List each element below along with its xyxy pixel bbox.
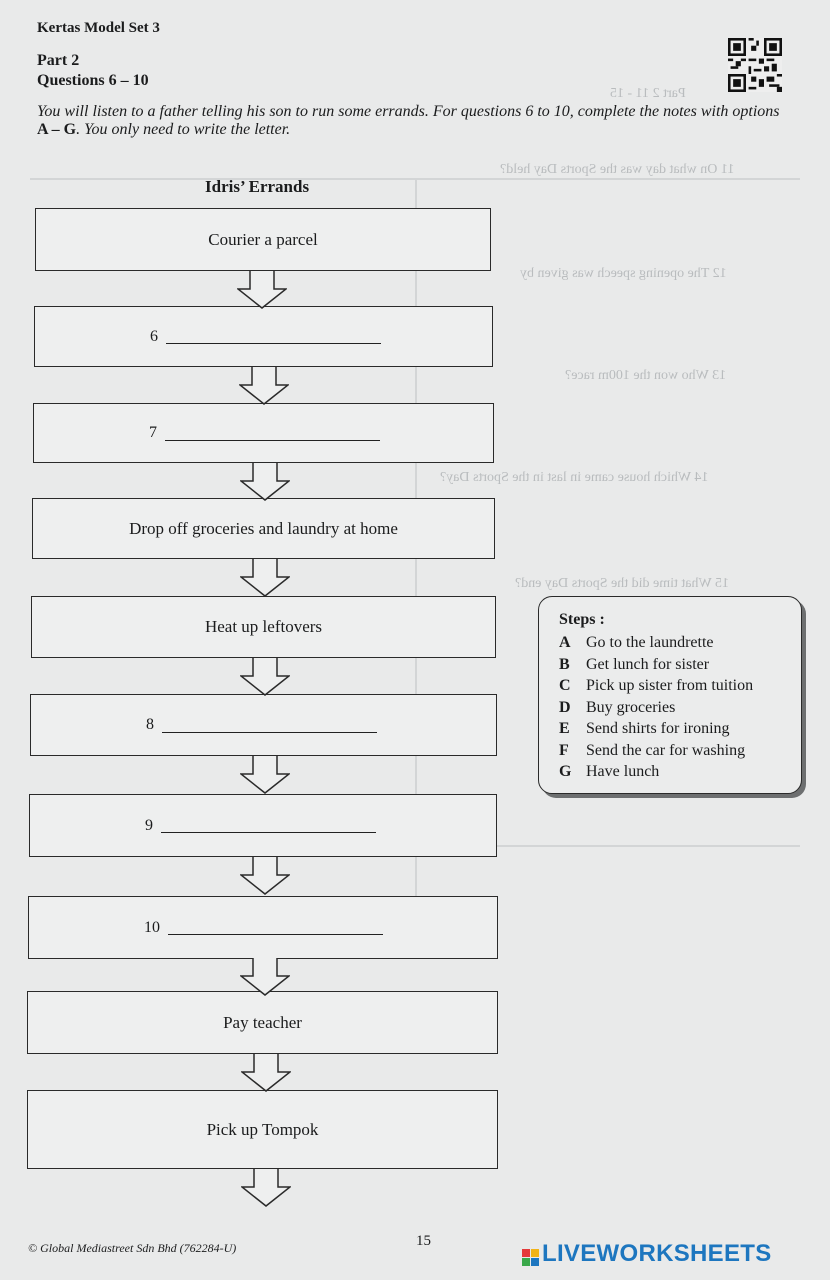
question-number: 9 bbox=[145, 816, 153, 834]
option-f bbox=[559, 740, 801, 762]
copyright-notice: © Global Mediastreet Sdn Bhd (762284-U) bbox=[28, 1241, 237, 1255]
option-letter: B bbox=[559, 655, 570, 673]
down-arrow-icon bbox=[240, 658, 290, 696]
question-box-9 bbox=[29, 794, 497, 857]
step-box-pay-teacher bbox=[27, 991, 498, 1054]
option-letter: C bbox=[559, 677, 571, 694]
bleed-text: 14 Which house came in last in the Sports Day? bbox=[440, 470, 709, 485]
option-d bbox=[559, 697, 801, 719]
step-box-pick-up bbox=[27, 1090, 498, 1169]
option-text: Go to the laundrette bbox=[586, 634, 714, 651]
option-letter: G bbox=[559, 763, 572, 780]
step-box-courier bbox=[35, 208, 491, 271]
liveworksheets-logo-icon bbox=[522, 1249, 539, 1266]
bleed-text: 11 On what day was the Sports Day held? bbox=[500, 162, 735, 177]
down-arrow-icon bbox=[240, 559, 290, 597]
down-arrow-icon bbox=[241, 1169, 291, 1207]
answer-blank-7[interactable] bbox=[165, 426, 380, 441]
step-text: Courier a parcel bbox=[208, 229, 318, 249]
down-arrow-icon bbox=[240, 756, 290, 794]
step-box-heat-up bbox=[31, 596, 496, 658]
question-box-8 bbox=[30, 694, 497, 756]
questions-label: Questions 6 – 10 bbox=[37, 72, 149, 89]
question-box-6 bbox=[34, 306, 493, 367]
liveworksheets-watermark[interactable] bbox=[522, 1240, 772, 1268]
bleed-text: Part 2 11 - 15 bbox=[610, 86, 686, 101]
bleed-text: 15 What time did the Sports Day end? bbox=[515, 576, 729, 591]
instructions bbox=[37, 103, 782, 139]
question-number: 8 bbox=[146, 716, 154, 733]
bleed-text: 13 Who won the 100m race? bbox=[565, 368, 727, 383]
options-title: Steps : bbox=[559, 611, 605, 628]
page-number: 15 bbox=[416, 1233, 431, 1249]
set-title: Kertas Model Set 3 bbox=[37, 20, 160, 36]
down-arrow-icon bbox=[240, 857, 290, 895]
option-text: Get lunch for sister bbox=[586, 655, 710, 673]
question-number: 10 bbox=[144, 918, 160, 936]
option-e bbox=[559, 718, 801, 740]
answer-blank-9[interactable] bbox=[161, 818, 376, 833]
option-letter: E bbox=[559, 720, 570, 737]
watermark-text: LIVEWORKSHEETS bbox=[542, 1240, 772, 1267]
option-text: Send the car for washing bbox=[586, 741, 746, 759]
option-letter: A bbox=[559, 634, 571, 651]
option-c bbox=[559, 675, 801, 697]
instructions-text: You will listen to a father telling his son to run some errands. For questions 6 to 10, complete the notes with options bbox=[37, 103, 780, 120]
step-text: Drop off groceries and laundry at home bbox=[129, 518, 398, 538]
down-arrow-icon bbox=[240, 958, 290, 996]
option-text: Pick up sister from tuition bbox=[586, 677, 754, 694]
option-b bbox=[559, 654, 801, 676]
option-text: Buy groceries bbox=[586, 698, 676, 716]
down-arrow-icon bbox=[240, 463, 290, 501]
question-box-7 bbox=[33, 403, 494, 463]
bleed-text: 12 The opening speech was given by bbox=[520, 266, 727, 281]
answer-blank-10[interactable] bbox=[168, 920, 383, 935]
step-text: Heat up leftovers bbox=[204, 617, 323, 636]
option-text: Have lunch bbox=[586, 763, 660, 780]
option-letter: F bbox=[559, 741, 569, 759]
answer-blank-6[interactable] bbox=[166, 329, 381, 344]
qr-code-icon bbox=[728, 38, 782, 92]
question-box-10 bbox=[28, 896, 498, 959]
part-label: Part 2 bbox=[37, 52, 80, 69]
option-text: Send shirts for ironing bbox=[586, 720, 730, 737]
options-panel bbox=[538, 596, 802, 794]
option-a bbox=[559, 632, 801, 654]
down-arrow-icon bbox=[241, 1054, 291, 1092]
step-text: Pick up Tompok bbox=[206, 1119, 319, 1139]
options-range: A – G bbox=[37, 121, 77, 138]
instructions-tail: . You only need to write the letter. bbox=[76, 121, 291, 138]
question-number: 7 bbox=[149, 424, 157, 441]
step-text: Pay teacher bbox=[223, 1012, 302, 1032]
answer-blank-8[interactable] bbox=[162, 718, 377, 733]
flowchart-title: Idris’ Errands bbox=[205, 177, 310, 196]
option-letter: D bbox=[559, 698, 571, 716]
question-number: 6 bbox=[150, 327, 158, 345]
down-arrow-icon bbox=[239, 367, 289, 405]
step-box-drop-off bbox=[32, 498, 495, 559]
down-arrow-icon bbox=[237, 271, 287, 309]
option-g bbox=[559, 761, 801, 783]
